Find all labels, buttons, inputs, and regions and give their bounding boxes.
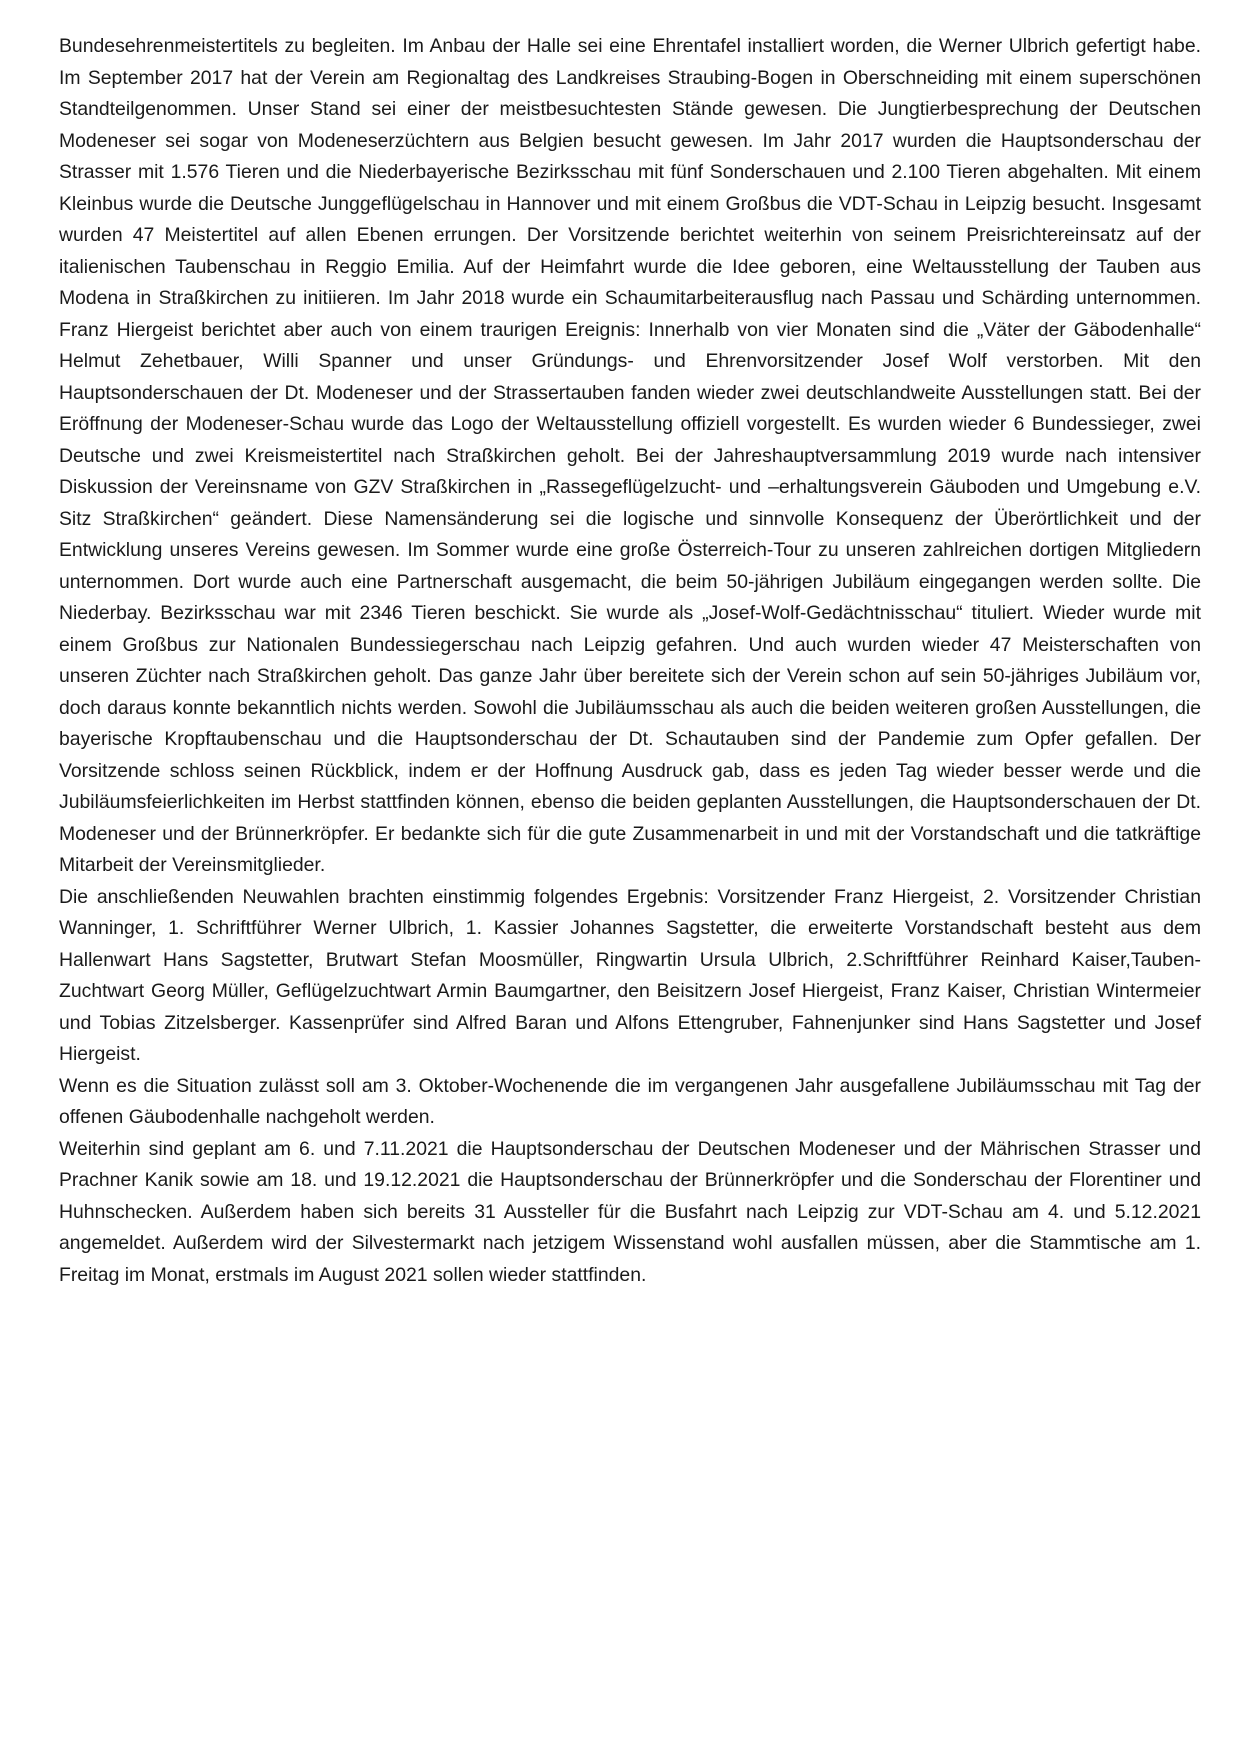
document-body bbox=[59, 31, 1201, 1291]
paragraph-annual-review: Bundesehrenmeistertitels zu begleiten. Im Anbau der Halle sei eine Ehrentafel installiert worden, die Werner Ulbrich gefertigt habe. Im September 2017 hat der Verein am Regionaltag des Landkreises Straubing-Bogen in Oberschneiding mit einem superschönen Standteilgenommen. Unser Stand sei einer der meistbesuchtesten Stände gewesen. Die Jungtierbesprechung der Deutschen Modeneser sei sogar von Modeneserzüchtern aus Belgien besucht gewesen. Im Jahr 2017 wurden die Hauptsonderschau der Strasser mit 1.576 Tieren und die Niederbayerische Bezirksschau mit fünf Sonderschauen und 2.100 Tieren abgehalten. Mit einem Kleinbus wurde die Deutsche Junggeflügelschau in Hannover und mit einem Großbus die VDT-Schau in Leipzig besucht. Insgesamt wurden 47 Meistertitel auf allen Ebenen errungen. Der Vorsitzende berichtet weiterhin von seinem Preisrichtereinsatz auf der italienischen Taubenschau in Reggio Emilia. Auf der Heimfahrt wurde die Idee geboren, eine Weltausstellung der Tauben aus Modena in Straßkirchen zu initiieren. Im Jahr 2018 wurde ein Schaumitarbeiterausflug nach Passau und Schärding unternommen. Franz Hiergeist berichtet aber auch von einem traurigen Ereignis: Innerhalb von vier Monaten sind die „Väter der Gäbodenhalle“ Helmut Zehetbauer, Willi Spanner und unser Gründungs- und Ehrenvorsitzender Josef Wolf verstorben. Mit den Hauptsonderschauen der Dt. Modeneser und der Strassertauben fanden wieder zwei deutschlandweite Ausstellungen statt. Bei der Eröffnung der Modeneser-Schau wurde das Logo der Weltausstellung offiziell vorgestellt. Es wurden wieder 6 Bundessieger, zwei Deutsche und zwei Kreismeistertitel nach Straßkirchen geholt. Bei der Jahreshauptversammlung 2019 wurde nach intensiver Diskussion der Vereinsname von GZV Straßkirchen in „Rassegeflügelzucht- und –erhaltungsverein Gäuboden und Umgebung e.V. Sitz Straßkirchen“ geändert. Diese Namensänderung sei die logische und sinnvolle Konsequenz der Überörtlichkeit und der Entwicklung unseres Vereins gewesen. Im Sommer wurde eine große Österreich-Tour zu unseren zahlreichen dortigen Mitgliedern unternommen. Dort wurde auch eine Partnerschaft ausgemacht, die beim 50-jährigen Jubiläum eingegangen werden sollte. Die Niederbay. Bezirksschau war mit 2346 Tieren beschickt. Sie wurde als „Josef-Wolf-Gedächtnisschau“ tituliert. Wieder wurde mit einem Großbus zur Nationalen Bundessiegerschau nach Leipzig gefahren. Und auch wurden wieder 47 Meisterschaften von unseren Züchter nach Straßkirchen geholt. Das ganze Jahr über bereitete sich der Verein schon auf sein 50-jähriges Jubiläum vor, doch daraus konnte bekanntlich nichts werden. Sowohl die Jubiläumsschau als auch die beiden weiteren großen Ausstellungen, die bayerische Kropftaubenschau und die Hauptsonderschau der Dt. Schautauben sind der Pandemie zum Opfer gefallen. Der Vorsitzende schloss seinen Rückblick, indem er der Hoffnung Ausdruck gab, dass es jeden Tag wieder besser werde und die Jubiläumsfeierlichkeiten im Herbst stattfinden können, ebenso die beiden geplanten Ausstellungen, die Hauptsonderschauen der Dt. Modeneser und der Brünnerkröpfer. Er bedankte sich für die gute Zusammenarbeit in und mit der Vorstandschaft und die tatkräftige Mitarbeit der Vereinsmitglieder. bbox=[59, 35, 1201, 876]
paragraph-upcoming-events: Weiterhin sind geplant am 6. und 7.11.2021 die Hauptsonderschau der Deutschen Modeneser und der Mährischen Strasser und Prachner Kanik sowie am 18. und 19.12.2021 die Hauptsonderschau der Brünnerkröpfer und die Sonderschau der Florentiner und Huhnschecken. Außerdem haben sich bereits 31 Aussteller für die Busfahrt nach Leipzig zur VDT-Schau am 4. und 5.12.2021 angemeldet. Außerdem wird der Silvestermarkt nach jetzigem Wissenstand wohl ausfallen müssen, aber die Stammtische am 1. Freitag im Monat, erstmals im August 2021 sollen wieder stattfinden. bbox=[59, 1137, 1201, 1286]
paragraph-elections: Die anschließenden Neuwahlen brachten einstimmig folgendes Ergebnis: Vorsitzender Franz Hiergeist, 2. Vorsitzender Christian Wanninger, 1. Schriftführer Werner Ulbrich, 1. Kassier Johannes Sagstetter, die erweiterte Vorstandschaft besteht aus dem Hallenwart Hans Sagstetter, Brutwart Stefan Moosmüller, Ringwartin Ursula Ulbrich, 2.Schriftführer Reinhard Kaiser,Tauben-Zuchtwart Georg Müller, Geflügelzuchtwart Armin Baumgartner, den Beisitzern Josef Hiergeist, Franz Kaiser, Christian Wintermeier und Tobias Zitzelsberger. Kassenprüfer sind Alfred Baran und Alfons Ettengruber, Fahnenjunker sind Hans Sagstetter und Josef Hiergeist. bbox=[59, 885, 1201, 1065]
paragraph-anniversary-show: Wenn es die Situation zulässt soll am 3. Oktober-Wochenende die im vergangenen Jahr ausgefallene Jubiläumsschau mit Tag der offenen Gäubodenhalle nachgeholt werden. bbox=[59, 1074, 1201, 1128]
